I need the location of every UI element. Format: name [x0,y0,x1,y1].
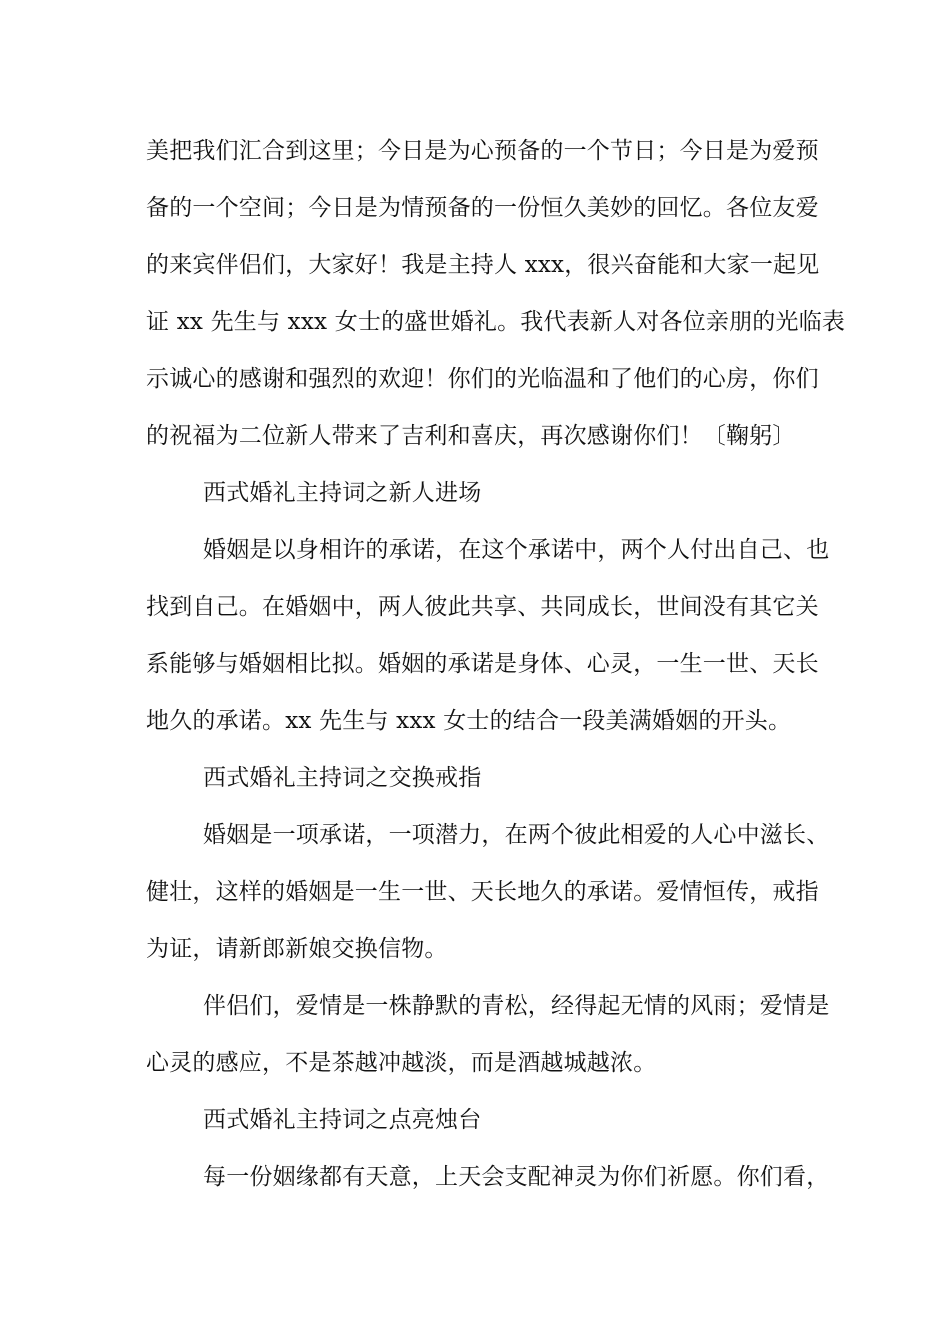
paragraph-line: 美把我们汇合到这里；今日是为心预备的一个节日；今日是为爱预 [146,138,819,164]
paragraph-line: 的来宾伴侣们，大家好！我是主持人 xxx，很兴奋能和大家一起见 [146,252,820,278]
paragraph-line: 为证，请新郎新娘交换信物。 [146,936,448,962]
section-heading: 西式婚礼主持词之点亮烛台 [203,1107,482,1133]
paragraph-line: 示诚心的感谢和强烈的欢迎！你们的光临温和了他们的心房，你们 [146,366,819,392]
paragraph-line: 心灵的感应，不是茶越冲越淡，而是酒越城越浓。 [146,1050,657,1076]
paragraph-line: 找到自己。在婚姻中，两人彼此共享、共同成长，世间没有其它关 [146,594,819,620]
paragraph-line: 伴侣们，爱情是一株静默的青松，经得起无情的风雨；爱情是 [203,993,830,1019]
section-heading: 西式婚礼主持词之新人进场 [203,480,482,506]
paragraph-line: 系能够与婚姻相比拟。婚姻的承诺是身体、心灵，一生一世、天长 [146,651,819,677]
paragraph-line: 婚姻是一项承诺，一项潜力，在两个彼此相爱的人心中滋长、 [203,822,830,848]
paragraph-line: 婚姻是以身相许的承诺，在这个承诺中，两个人付出自己、也 [203,537,830,563]
paragraph-line: 备的一个空间；今日是为情预备的一份恒久美妙的回忆。各位友爱 [146,195,819,221]
paragraph-line: 健壮，这样的婚姻是一生一世、天长地久的承诺。爱情恒传，戒指 [146,879,819,905]
paragraph-line: 的祝福为二位新人带来了吉利和喜庆，再次感谢你们！〔鞠躬〕 [146,423,796,449]
paragraph-line: 地久的承诺。xx 先生与 xxx 女士的结合一段美满婚姻的开头。 [146,708,792,734]
section-heading: 西式婚礼主持词之交换戒指 [203,765,482,791]
paragraph-line: 证 xx 先生与 xxx 女士的盛世婚礼。我代表新人对各位亲朋的光临表 [146,309,846,335]
paragraph-line: 每一份姻缘都有天意，上天会支配神灵为你们祈愿。你们看， [203,1164,830,1190]
